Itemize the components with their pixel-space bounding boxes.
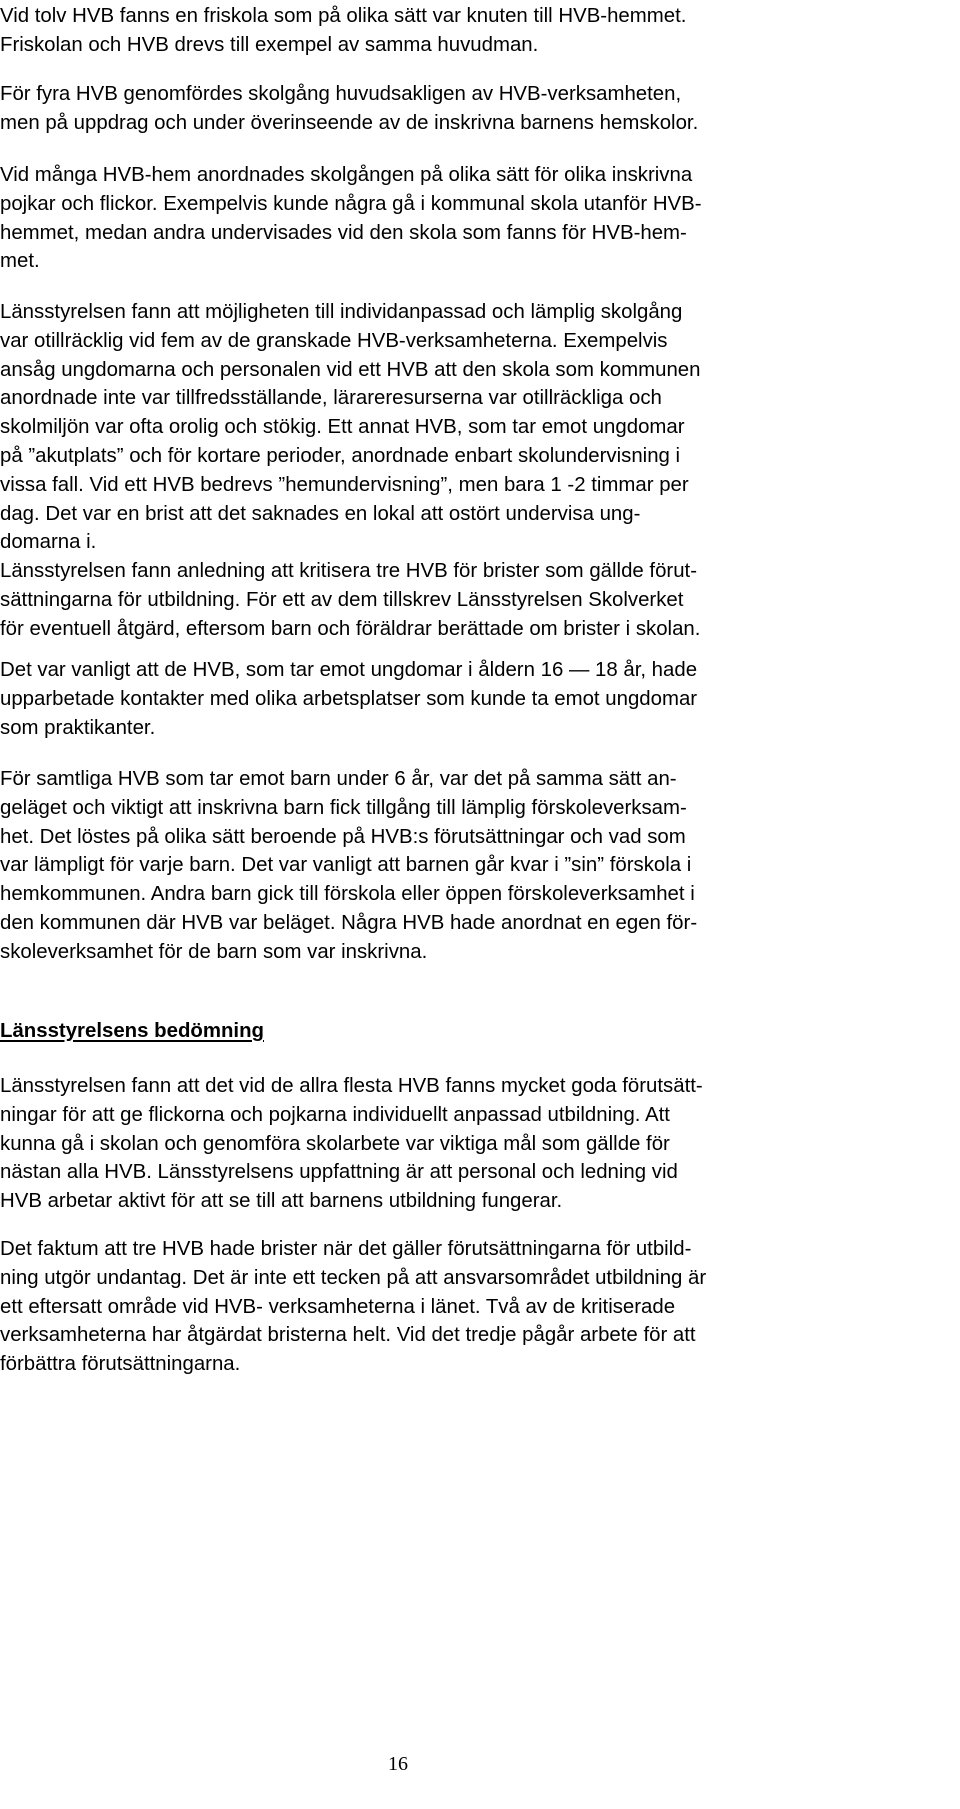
text-line: skoleverksamhet för de barn som var inskrivna. [0, 940, 428, 963]
text-line: Länsstyrelsen fann att möjligheten till individanpassad och lämplig skolgång [0, 301, 683, 323]
text-line: nästan alla HVB. Länsstyrelsens uppfattning är att personal och ledning vid [0, 1161, 678, 1184]
text-line: pojkar och flickor. Exempelvis kunde några gå i kommunal skola utanför HVB- [0, 192, 702, 215]
text-line: skolmiljön var ofta orolig och stökig. Ett annat HVB, som tar emot ungdomar [0, 416, 685, 439]
text-line: hemmet, medan andra undervisades vid den skola som fanns för HVB-hem- [0, 221, 687, 244]
text-line: hemkommunen. Andra barn gick till förskola eller öppen förskoleverksamhet i [0, 883, 695, 906]
text-line: sättningarna för utbildning. För ett av dem tillskrev Länsstyrelsen Skolverket [0, 588, 684, 611]
text-line: Vid många HVB-hem anordnades skolgången på olika sätt för olika inskrivna [0, 164, 693, 186]
text-line: som praktikanter. [0, 716, 156, 739]
text-line: Det faktum att tre HVB hade brister när det gäller förutsättningarna för utbild- [0, 1238, 692, 1260]
page-number: 16 [388, 1753, 408, 1775]
text-line: den kommunen där HVB var beläget. Några HVB hade anordnat en egen för- [0, 911, 698, 934]
text-line: på ”akutplats” och för kortare perioder, anordnade enbart skolundervisning i [0, 444, 681, 467]
text-line: domarna i. [0, 531, 97, 554]
text-line: kunna gå i skolan och genomföra skolarbete var viktiga mål som gällde för [0, 1132, 670, 1155]
text-line: För samtliga HVB som tar emot barn under 6 år, var det på samma sätt an- [0, 768, 677, 790]
text-line: met. [0, 250, 40, 273]
text-line: ningar för att ge flickorna och pojkarna individuellt anpassad utbildning. Att [0, 1103, 670, 1126]
text-line: HVB arbetar aktivt för att se till att barnens utbildning fungerar. [0, 1190, 563, 1213]
paragraph-praktikanter [0, 656, 952, 742]
paragraph-forskola [0, 765, 952, 967]
text-line: var otillräcklig vid fem av de granskade HVB-verksamheterna. Exempelvis [0, 329, 668, 352]
text-line: upparbetade kontakter med olika arbetsplatser som kunde ta emot ungdomar [0, 687, 698, 710]
paragraph-friskola [0, 2, 952, 60]
section-heading: Länsstyrelsens bedömning [0, 1020, 265, 1042]
paragraph-hemskolor [0, 80, 952, 138]
paragraph-undantag [0, 1235, 952, 1379]
text-line: het. Det löstes på olika sätt beroende på HVB:s förutsättningar och vad som [0, 825, 686, 848]
text-line: för eventuell åtgärd, eftersom barn och föräldrar berättade om brister i skolan. [0, 617, 701, 640]
text-line: anordnade inte var tillfredsställande, lärareresurserna var otillräckliga och [0, 387, 662, 410]
text-line: Länsstyrelsen fann att det vid de allra flesta HVB fanns mycket goda förutsätt- [0, 1075, 703, 1097]
text-line: ansåg ungdomarna och personalen vid ett HVB att den skola som kommunen [0, 358, 701, 381]
text-line: var lämpligt för varje barn. Det var vanligt att barnen går kvar i ”sin” förskola i [0, 854, 692, 877]
text-line: dag. Det var en brist att det saknades en lokal att ostört undervisa ung- [0, 502, 641, 525]
text-line: ning utgör undantag. Det är inte ett tecken på att ansvarsområdet utbildning är [0, 1266, 707, 1289]
text-line: För fyra HVB genomfördes skolgång huvudsakligen av HVB-verksamheten, [0, 83, 682, 105]
paragraph-bedomning [0, 1072, 952, 1216]
text-line: vissa fall. Vid ett HVB bedrevs ”hemundervisning”, men bara 1 -2 timmar per [0, 473, 689, 496]
paragraph-individanpassad [0, 298, 952, 644]
text-line: Länsstyrelsen fann anledning att kritisera tre HVB för brister som gällde förut- [0, 560, 698, 583]
text-line: Det var vanligt att de HVB, som tar emot ungdomar i åldern 16 — 18 år, hade [0, 659, 698, 681]
text-line: Friskolan och HVB drevs till exempel av samma huvudman. [0, 33, 539, 56]
text-line: men på uppdrag och under överinseende av de inskrivna barnens hemskolor. [0, 111, 699, 134]
text-line: geläget och viktigt att inskrivna barn fick tillgång till lämplig förskoleverksam- [0, 796, 687, 819]
paragraph-skolgang [0, 161, 952, 276]
text-line: verksamheterna har åtgärdat bristerna helt. Vid det tredje pågår arbete för att [0, 1324, 696, 1347]
text-line: Vid tolv HVB fanns en friskola som på olika sätt var knuten till HVB-hemmet. [0, 5, 687, 27]
text-line: förbättra förutsättningarna. [0, 1353, 241, 1376]
text-line: ett eftersatt område vid HVB- verksamheterna i länet. Två av de kritiserade [0, 1295, 676, 1318]
